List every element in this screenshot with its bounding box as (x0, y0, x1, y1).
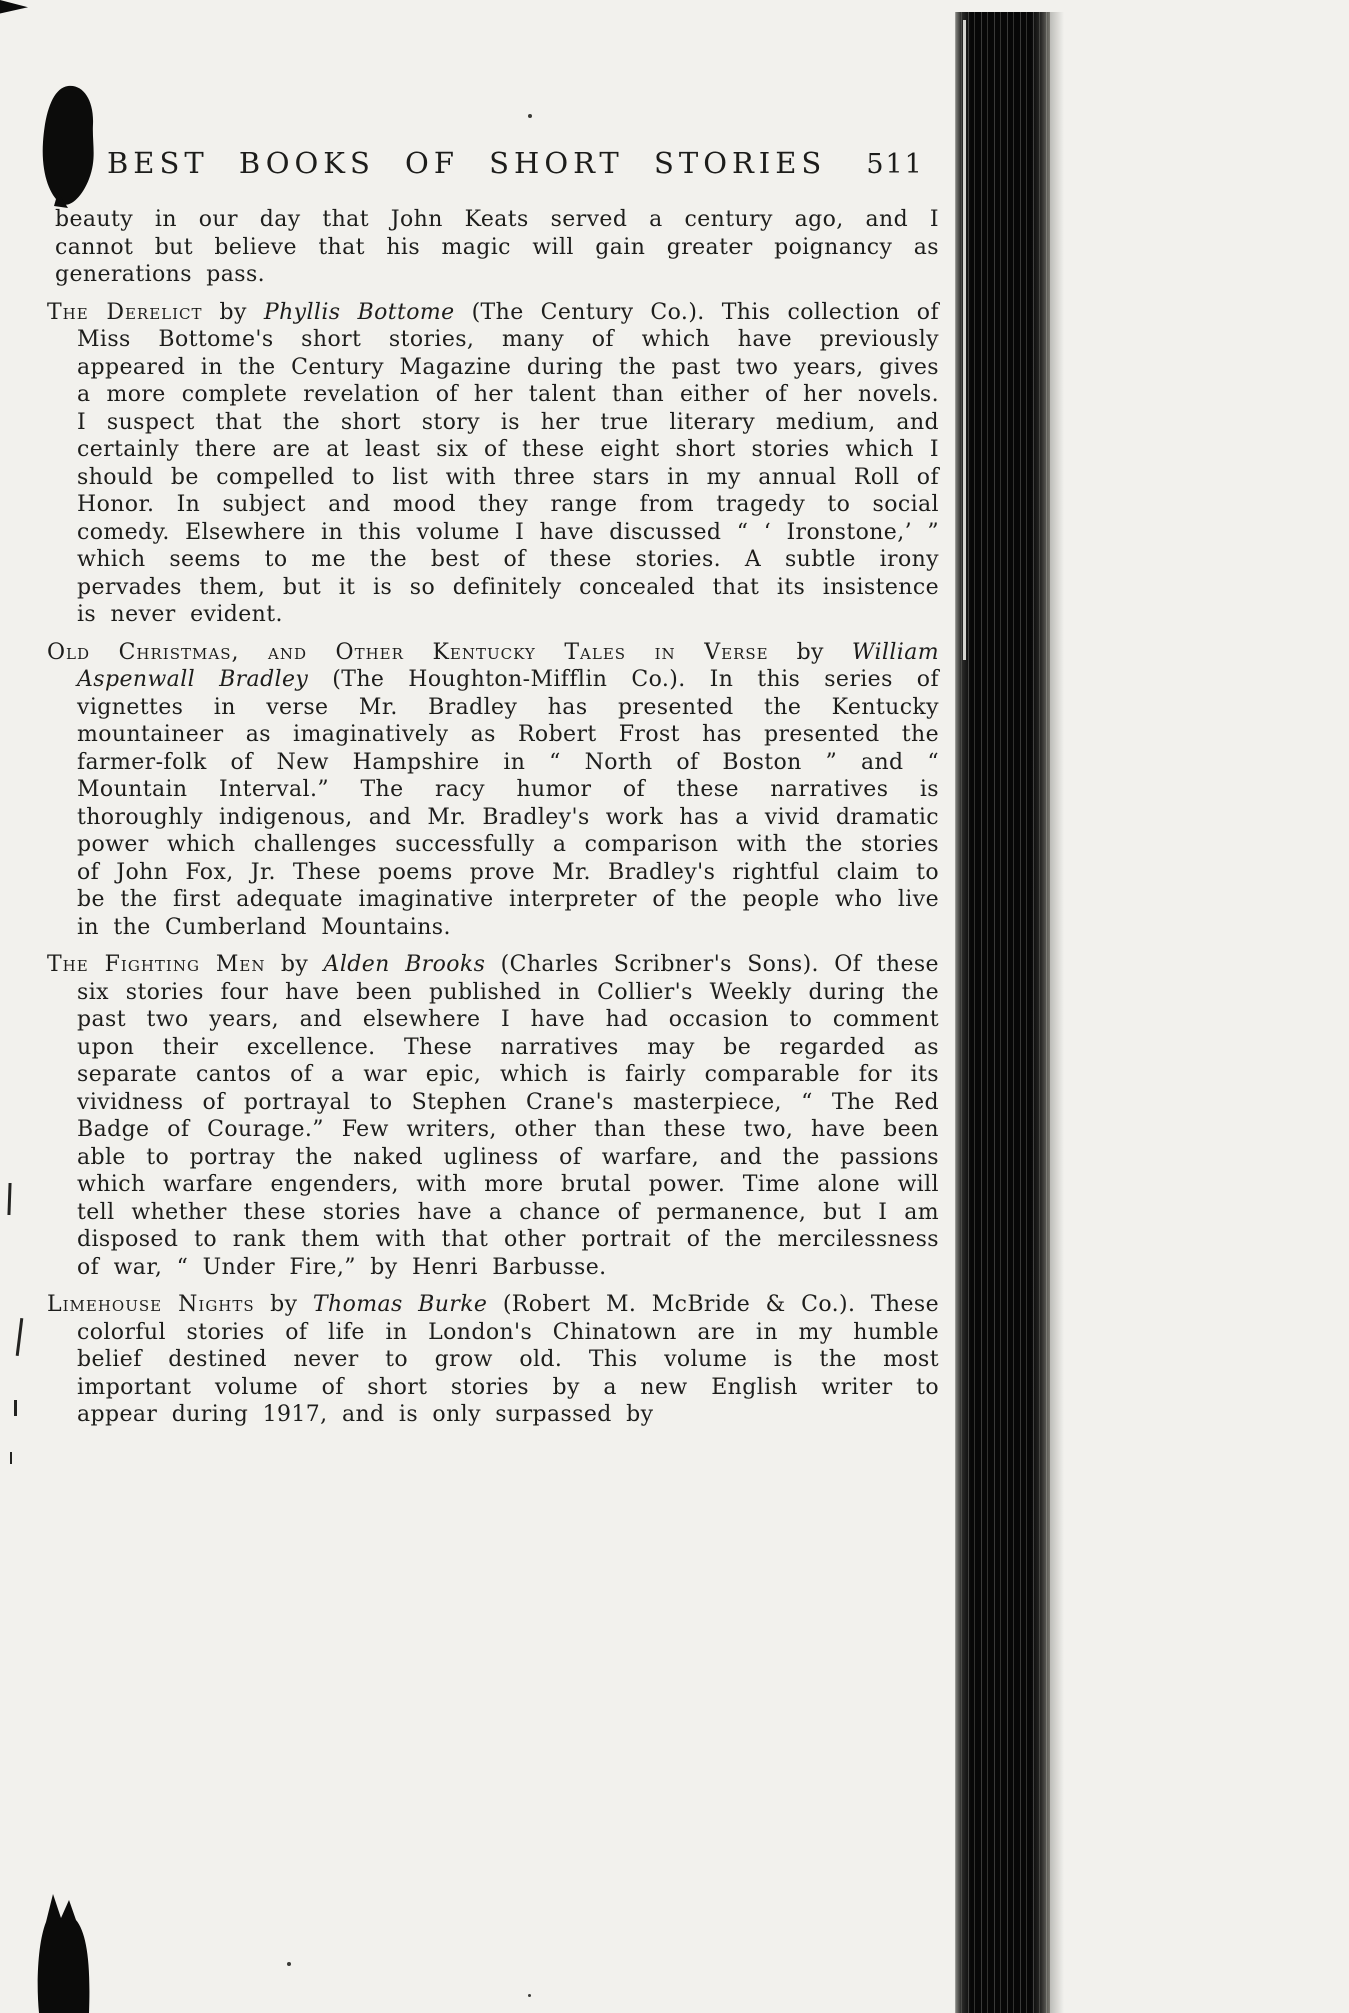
scan-speck (528, 1994, 531, 1997)
scan-corner-arrow-mark (0, 0, 28, 18)
text-run: beauty in our day that John Keats served a century ago, and I cannot but believe that his magic will gain greater poignancy as generations pass. (55, 207, 939, 287)
running-header (107, 146, 939, 180)
scan-ink-blob-top-left (38, 84, 100, 210)
scan-ink-blob-bottom-left (36, 1890, 94, 2013)
text-run: (Robert M. McBride & Co.). These colorful stories of life in London's Chinatown are in my humble belief destined never to grow old. This volume is the most important volume of short stories by a new English writer to appear during 1917, and is only surpassed by (77, 1292, 939, 1427)
text-run: by (254, 1292, 313, 1317)
book-title: Limehouse Nights (47, 1292, 255, 1317)
author-name: Phyllis Bottome (263, 299, 455, 325)
body-text (47, 206, 939, 1429)
text-run: (The Houghton-Mifflin Co.). In this series of vignettes in verse Mr. Bradley has presented the Kentucky mountaineer as imaginatively as Robert Frost has presented the farmer-folk of New Hampshire in “ North of Boston ” and “ Mountain Interval.” The racy humor of these narratives is thoroughly indigenous, and Mr. Bradley's work has a vivid dramatic power which challenges successfully a comparison with the stories of John Fox, Jr. These poems prove Mr. Bradley's rightful claim to be the first adequate imaginative interpreter of the people who live in the Cumberland Mountains. (77, 667, 939, 940)
paragraph (47, 951, 939, 1281)
scan-speck (287, 1962, 291, 1966)
paragraph (47, 639, 939, 942)
author-name: William Aspenwall Bradley (77, 639, 939, 692)
scan-speck (528, 114, 532, 118)
paragraph (47, 206, 939, 289)
author-name: Alden Brooks (323, 952, 486, 977)
text-run: by (202, 299, 264, 325)
page-title: BEST BOOKS OF SHORT STORIES (107, 146, 827, 180)
page-number: 511 (866, 149, 924, 180)
scan-stray-mark (14, 1400, 17, 1416)
scan-stray-mark (16, 1318, 24, 1356)
author-name: Thomas Burke (312, 1292, 488, 1317)
text-run: by (265, 952, 324, 977)
book-gutter-scan-band (955, 12, 1050, 2013)
scan-stray-mark (10, 1452, 12, 1464)
text-run: (Charles Scribner's Sons). Of these six stories four have been published in Collier's Weekly during the past two years, and elsewhere I have had occasion to comment upon their excellence. These narratives may be regarded as separate cantos of a war epic, which is fairly comparable for its vividness of portrayal to Stephen Crane's masterpiece, “ The Red Badge of Courage.” Few writers, other than these two, have been able to portray the naked ugliness of warfare, and the passions which warfare engenders, with more brutal power. Time alone will tell whether these stories have a chance of permanence, but I am disposed to rank them with that other portrait of the mercilessness of war, “ Under Fire,” by Henri Barbusse. (77, 952, 939, 1280)
paragraph (47, 299, 939, 629)
book-title: The Derelict (47, 299, 203, 325)
text-run: (The Century Co.). This collection of Miss Bottome's short stories, many of which have previously appeared in the Century Magazine during the past two years, gives a more complete revelation of her talent than either of her novels. I suspect that the short story is her true literary medium, and certainly there are at least six of these eight short stories which I should be compelled to list with three stars in my annual Roll of Honor. In subject and mood they range from tragedy to social comedy. Elsewhere in this volume I have discussed “ ‘ Ironstone,’ ” which seems to me the best of these stories. A subtle irony pervades them, but it is so definitely concealed that its insistence is never evident. (77, 299, 939, 627)
book-title: The Fighting Men (47, 952, 266, 977)
text-run: by (768, 639, 852, 665)
book-title: Old Christmas, and Other Kentucky Tales in Verse (47, 639, 769, 665)
book-page (47, 0, 939, 1439)
paragraph (47, 1291, 939, 1429)
scan-stray-mark (7, 1183, 11, 1215)
